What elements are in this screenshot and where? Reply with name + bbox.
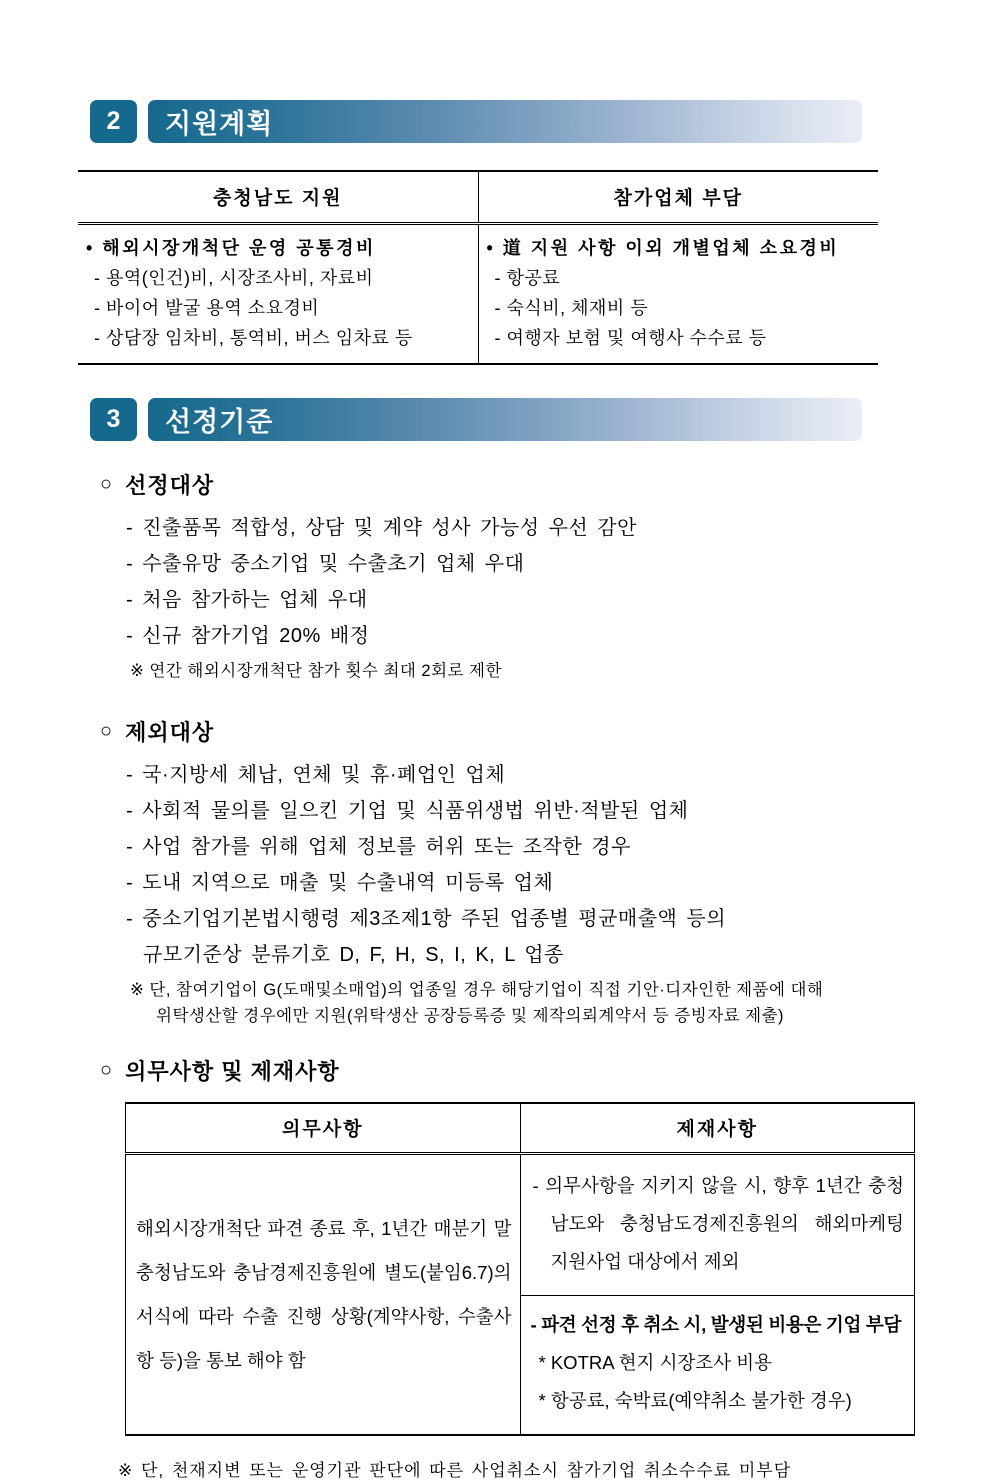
heading-exclusion-target (100, 716, 912, 747)
column-header-obligation: 의무사항 (126, 1103, 521, 1154)
exclusion-note (130, 977, 912, 1029)
exclusion-note-line1: ※ 단, 참여기업이 G(도매및소매업)의 업종일 경우 해당기업이 직접 기안·디자인한 제품에 대해 (130, 981, 824, 999)
section-title: 선정기준 (165, 407, 274, 437)
burden-item: - 항공료 (494, 268, 561, 288)
section-title-bar (148, 100, 862, 143)
obligation-note: ※ 단, 천재지변 또는 운영기관 판단에 따른 사업취소시 참가기업 취소수수료 미부담 (118, 1461, 792, 1480)
circle-bullet-icon: ○ (100, 720, 114, 742)
section-title-bar (148, 398, 862, 441)
sanction-text: - 의무사항을 지키지 않을 시, 향후 1년간 충청남도와 충청남도경제진흥원의 해외마케팅 지원사업 대상에서 제외 (532, 1175, 904, 1272)
column-header-sanction: 제재사항 (520, 1103, 915, 1154)
obligation-cell: 해외시장개척단 파견 종료 후, 1년간 매분기 말 충청남도와 충남경제진흥원에 별도(붙임6.7)의 서식에 따라 수출 진행 상황(계약사항, 수출사항 등)을 통보 해야 함 (126, 1154, 521, 1436)
section-number: 3 (106, 405, 121, 433)
list-item: - 도내 지역으로 매출 및 수출내역 미등록 업체 (126, 872, 554, 894)
burden-item: - 숙식비, 체재비 등 (494, 298, 649, 318)
exclusion-list (126, 757, 912, 973)
selection-note: ※ 연간 해외시장개척단 참가 횟수 최대 2회로 제한 (130, 662, 502, 680)
heading-text: 선정대상 (125, 473, 215, 498)
table-header-row (126, 1103, 915, 1154)
list-item: - 신규 참가기업 20% 배정 (126, 625, 370, 647)
list-item: - 진출품목 적합성, 상담 및 계약 성사 가능성 우선 감안 (126, 517, 637, 539)
table-header-row (78, 171, 878, 224)
circle-bullet-icon: ○ (100, 1059, 114, 1081)
burden-cell (478, 224, 878, 365)
support-cell-title: • 해외시장개척단 운영 공통경비 (86, 238, 376, 258)
circle-bullet-icon: ○ (100, 473, 114, 495)
section-title: 지원계획 (165, 109, 274, 139)
sanction-cell-2 (520, 1296, 915, 1436)
support-burden-table (78, 170, 878, 365)
section-number-badge (90, 398, 137, 441)
heading-selection-target (100, 469, 912, 500)
list-item: - 중소기업기본법시행령 제3조제1항 주된 업종별 평균매출액 등의 (126, 908, 727, 930)
heading-obligation-sanction (100, 1055, 912, 1086)
column-header-chungnam-support: 충청남도 지원 (78, 171, 478, 224)
list-item: - 사회적 물의를 일으킨 기업 및 식품위생법 위반·적발된 업체 (126, 800, 689, 822)
support-cell (78, 224, 478, 365)
table-body-row (126, 1154, 915, 1296)
list-item-continuation: 규모기준상 분류기호 D, F, H, S, I, K, L 업종 (143, 944, 564, 966)
list-item: - 처음 참가하는 업체 우대 (126, 589, 368, 611)
support-item: - 용역(인건)비, 시장조사비, 자료비 (94, 268, 374, 288)
burden-cell-title: • 道 지원 사항 이외 개별업체 소요경비 (486, 238, 840, 258)
sanction-cell-1 (520, 1154, 915, 1296)
obligation-sanction-table (125, 1102, 915, 1436)
heading-text: 의무사항 및 제재사항 (125, 1059, 340, 1084)
column-header-participant-burden: 참가업체 부담 (478, 171, 878, 224)
section-number: 2 (106, 107, 121, 135)
heading-text: 제외대상 (125, 720, 215, 745)
burden-item: - 여행자 보험 및 여행사 수수료 등 (494, 328, 767, 348)
list-item: - 수출유망 중소기업 및 수출초기 업체 우대 (126, 553, 525, 575)
sanction-cancel-item: * KOTRA 현지 시장조사 비용 (538, 1352, 772, 1373)
section-header-3 (90, 398, 862, 441)
list-item: - 사업 참가를 위해 업체 정보를 허위 또는 조작한 경우 (126, 836, 631, 858)
section-header-2 (90, 100, 862, 143)
exclusion-note-line2: 위탁생산할 경우에만 지원(위탁생산 공장등록증 및 제작의뢰계약서 등 증빙자료 제출) (156, 1007, 785, 1025)
list-item: - 국·지방세 체납, 연체 및 휴·폐업인 업체 (126, 764, 506, 786)
selection-list (126, 510, 912, 654)
support-item: - 바이어 발굴 용역 소요경비 (94, 298, 320, 318)
support-item: - 상담장 임차비, 통역비, 버스 임차료 등 (94, 328, 413, 348)
table-body-row (78, 224, 878, 365)
sanction-cancel-item: * 항공료, 숙박료(예약취소 불가한 경우) (538, 1390, 852, 1411)
section-number-badge (90, 100, 137, 143)
sanction-cancel-title: - 파견 선정 후 취소 시, 발생된 비용은 기업 부담 (530, 1314, 902, 1335)
